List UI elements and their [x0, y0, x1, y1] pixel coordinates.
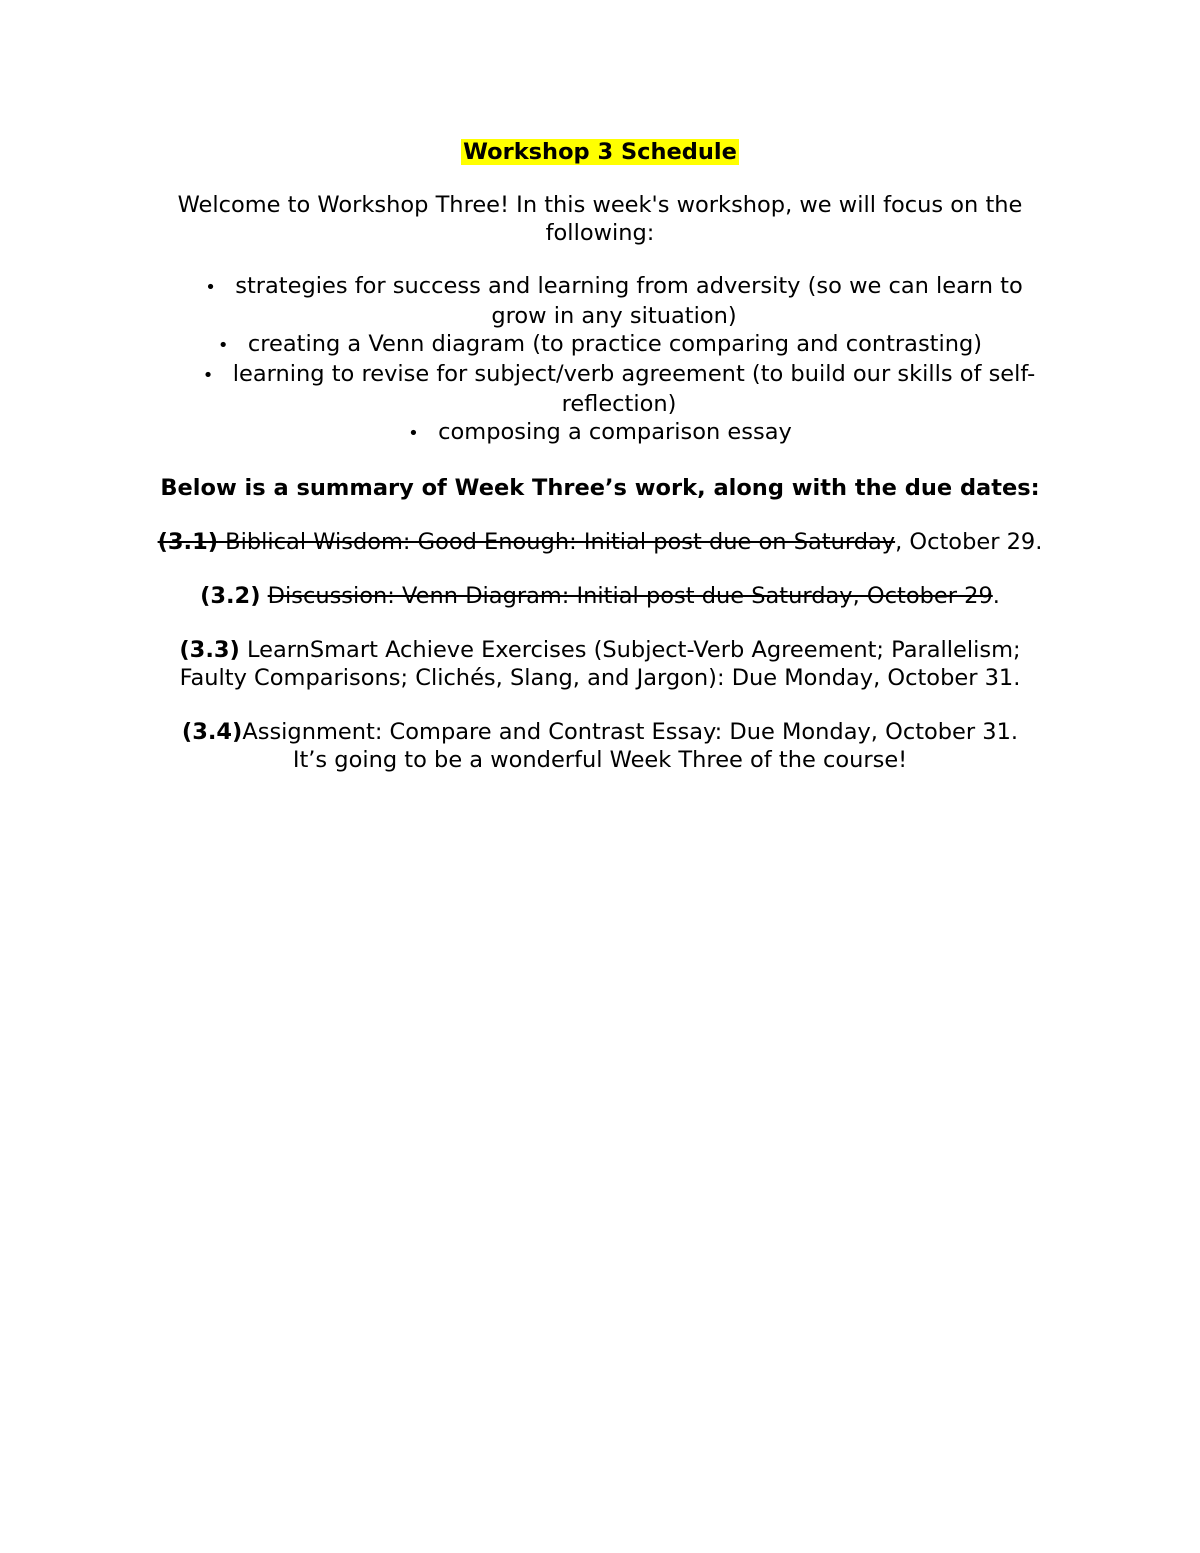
list-item — [155, 330, 1045, 360]
schedule-item-3-1 — [155, 528, 1045, 556]
item-number: (3.1) — [157, 529, 219, 555]
item-number: (3.2) — [200, 583, 261, 609]
item-number: (3.3) — [179, 637, 240, 663]
list-item-text: composing a comparison essay — [438, 419, 792, 445]
list-item-text: strategies for success and learning from adversity (so we can learn to grow in any situation) — [235, 273, 1023, 329]
bullet-icon: • — [205, 277, 216, 298]
document-page — [155, 138, 1045, 774]
focus-list — [155, 272, 1045, 448]
schedule-item-3-2 — [155, 582, 1045, 610]
item-text: . — [992, 583, 1000, 609]
summary-heading: Below is a summary of Week Three’s work, along with the due dates: — [160, 475, 1040, 501]
list-item — [155, 418, 1045, 448]
item-struck-text: Discussion: Venn Diagram: Initial post due Saturday, October 29 — [267, 583, 993, 609]
bullet-icon: • — [202, 365, 214, 386]
closing-line: It’s going to be a wonderful Week Three of the course! — [292, 747, 908, 773]
schedule-item-3-3 — [155, 636, 1045, 692]
bullet-icon: • — [408, 423, 419, 444]
intro-paragraph: Welcome to Workshop Three! In this week's workshop, we will focus on the following: — [177, 192, 1023, 246]
item-text: LearnSmart Achieve Exercises (Subject-Verb Agreement; Parallelism; Faulty Comparisons; Clichés, Slang, and Jargon): Due Monday, October 31. — [179, 637, 1021, 691]
list-item — [155, 272, 1045, 330]
item-number: (3.4) — [181, 719, 243, 745]
document-title — [155, 138, 1045, 166]
item-struck-text: Biblical Wisdom: Good Enough: Initial post due on Saturday — [218, 529, 896, 555]
schedule-item-3-4 — [155, 718, 1045, 774]
list-item-text: learning to revise for subject/verb agreement (to build our skills of self-reflection) — [232, 361, 1036, 417]
bullet-icon: • — [217, 335, 229, 356]
item-text: Assignment: Compare and Contrast Essay: Due Monday, October 31. — [242, 719, 1019, 745]
item-text: , October 29. — [895, 529, 1043, 555]
completed-text — [158, 529, 896, 555]
list-item-text: creating a Venn diagram (to practice comparing and contrasting) — [247, 331, 983, 357]
list-item — [155, 360, 1045, 418]
title-highlight: Workshop 3 Schedule — [463, 139, 737, 165]
